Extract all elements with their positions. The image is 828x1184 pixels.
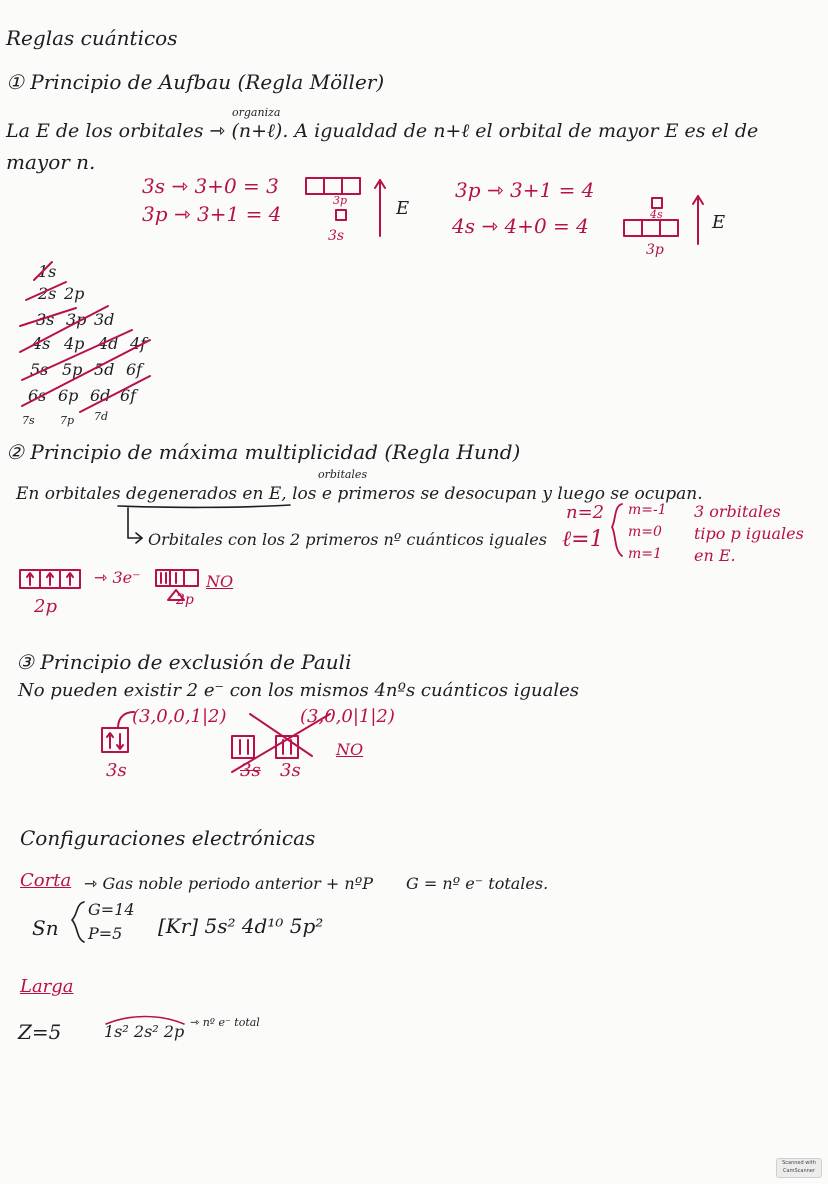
- hund-side-note-3: en E.: [694, 546, 736, 565]
- hund-n: n=2: [566, 502, 605, 523]
- energy-arrow-b: [693, 196, 703, 244]
- config-sn-config: [Kr] 5s² 4d¹⁰ 5p²: [158, 914, 324, 938]
- hund-boxes-correct: [20, 570, 80, 588]
- diagram-5f: 6f: [126, 360, 143, 379]
- config-heading: Configuraciones electrónicas: [20, 826, 316, 850]
- camscanner-badge: Scanned with CamScanner: [776, 1158, 822, 1178]
- aufbau-diagonals: [20, 262, 150, 412]
- diagram-3p: 3p: [66, 310, 87, 329]
- diagram-6p: 6p: [58, 386, 79, 405]
- hund-sub-2p: 2p: [34, 596, 57, 617]
- diagram-3s: 3s: [36, 310, 55, 329]
- hund-l: ℓ=1: [562, 527, 604, 552]
- energy-arrow-a: [375, 180, 385, 236]
- diagram-5p: 5p: [62, 360, 83, 379]
- diagram-4s: 4s: [32, 334, 51, 353]
- hund-side-note-1: 3 orbitales: [694, 502, 781, 521]
- hund-no: NO: [206, 572, 234, 591]
- aufbau-example-3p: 3p ⇾ 3+1 = 4: [142, 202, 282, 226]
- pauli-label-3s: 3s: [106, 760, 127, 781]
- hund-line-2: Orbitales con los 2 primeros nº cuánticos iguales: [148, 530, 547, 549]
- aufbau-line-1: La E de los orbitales ⇾ (n+ℓ). A igualdad de n+ℓ el orbital de mayor E es el de: [6, 120, 759, 142]
- orbital-boxes-3p: [306, 178, 360, 220]
- diagram-7p: 7p: [60, 414, 75, 427]
- diagram-7d: 7d: [94, 410, 109, 423]
- diagram-6d: 6d: [90, 386, 111, 405]
- diagram-4p: 4p: [64, 334, 85, 353]
- diagram-4f: 4f: [130, 334, 147, 353]
- hund-ok-label: ⇾ 3e⁻: [94, 568, 141, 587]
- diagram-7s: 7s: [22, 414, 35, 427]
- hund-m-1: m=-1: [628, 502, 667, 518]
- hund-note-above: orbitales: [318, 468, 368, 481]
- config-larga-label: Larga: [20, 976, 74, 997]
- diagram-3d: 3d: [94, 310, 115, 329]
- aufbau-example-3s: 3s ⇾ 3+0 = 3: [142, 174, 279, 198]
- config-larga-arc: [106, 1017, 184, 1025]
- box-label-3s: 3s: [328, 228, 345, 244]
- pauli-no: NO: [336, 740, 364, 759]
- pauli-quad-1: (3,0,0,1|2): [132, 706, 227, 727]
- aufbau-line-2: mayor n.: [6, 150, 96, 174]
- diagram-6f: 6f: [120, 386, 137, 405]
- page-title: Reglas cuánticos: [6, 26, 178, 50]
- hund-line-1: En orbitales degenerados en E, los e primeros se desocupan y luego se ocupan.: [16, 484, 703, 504]
- box-label-3p: 3p: [333, 194, 348, 207]
- config-larga-note: ⇾ nº e⁻ total: [190, 1016, 260, 1029]
- pauli-heading: ③ Principio de exclusión de Pauli: [16, 650, 352, 674]
- config-larga-config: 1s² 2s² 2p: [104, 1022, 185, 1041]
- aufbau-example-4s: 4s ⇾ 4+0 = 4: [452, 214, 589, 238]
- pauli-label-3s-b: 3s: [280, 760, 301, 781]
- diagram-5d: 5d: [94, 360, 115, 379]
- hund-m-3: m=1: [628, 546, 662, 562]
- hund-heading: ② Principio de máxima multiplicidad (Regla Hund): [6, 440, 521, 464]
- diagram-5s: 5s: [30, 360, 49, 379]
- pauli-box-ok: [102, 712, 134, 752]
- config-corta-label: Corta: [20, 870, 72, 891]
- aufbau-example-3p-b: 3p ⇾ 3+1 = 4: [455, 178, 595, 202]
- config-sn-g: G=14: [88, 900, 135, 919]
- pauli-label-3s-struck: 3s: [240, 760, 261, 781]
- config-corta-text: ⇾ Gas noble periodo anterior + nºP: [84, 874, 373, 893]
- box-label-4s: 4s: [650, 208, 663, 221]
- diagram-2p: 2p: [64, 284, 85, 303]
- hund-m-2: m=0: [628, 524, 662, 540]
- config-g-note: G = nº e⁻ totales.: [406, 874, 549, 893]
- hund-underline: [118, 505, 290, 543]
- energy-label-b: E: [712, 212, 726, 233]
- pauli-box-bad: [232, 714, 330, 772]
- hund-boxes-wrong: [156, 570, 198, 600]
- diagram-1s: 1s: [38, 262, 57, 281]
- pauli-line-1: No pueden existir 2 e⁻ con los mismos 4nºs cuánticos iguales: [18, 680, 580, 701]
- config-sn-p: P=5: [88, 924, 123, 943]
- hund-side-note-2: tipo p iguales: [694, 524, 804, 543]
- diagram-2s: 2s: [38, 284, 57, 303]
- aufbau-note-above: organiza: [232, 106, 281, 119]
- diagram-4d: 4d: [98, 334, 119, 353]
- aufbau-heading: ① Principio de Aufbau (Regla Möller): [6, 70, 385, 94]
- pauli-quad-2: (3,0,0|1|2): [300, 706, 395, 727]
- hund-sub-2p-bad: 2p: [176, 592, 194, 608]
- energy-label-a: E: [396, 198, 410, 219]
- orbital-boxes-3p-b: [624, 198, 678, 236]
- box-label-3p-b: 3p: [646, 242, 664, 258]
- config-sn: Sn: [32, 916, 59, 940]
- diagram-6s: 6s: [28, 386, 47, 405]
- config-sn-brace: [72, 902, 84, 942]
- config-z: Z=5: [18, 1020, 62, 1044]
- hund-brace-l: [612, 504, 622, 556]
